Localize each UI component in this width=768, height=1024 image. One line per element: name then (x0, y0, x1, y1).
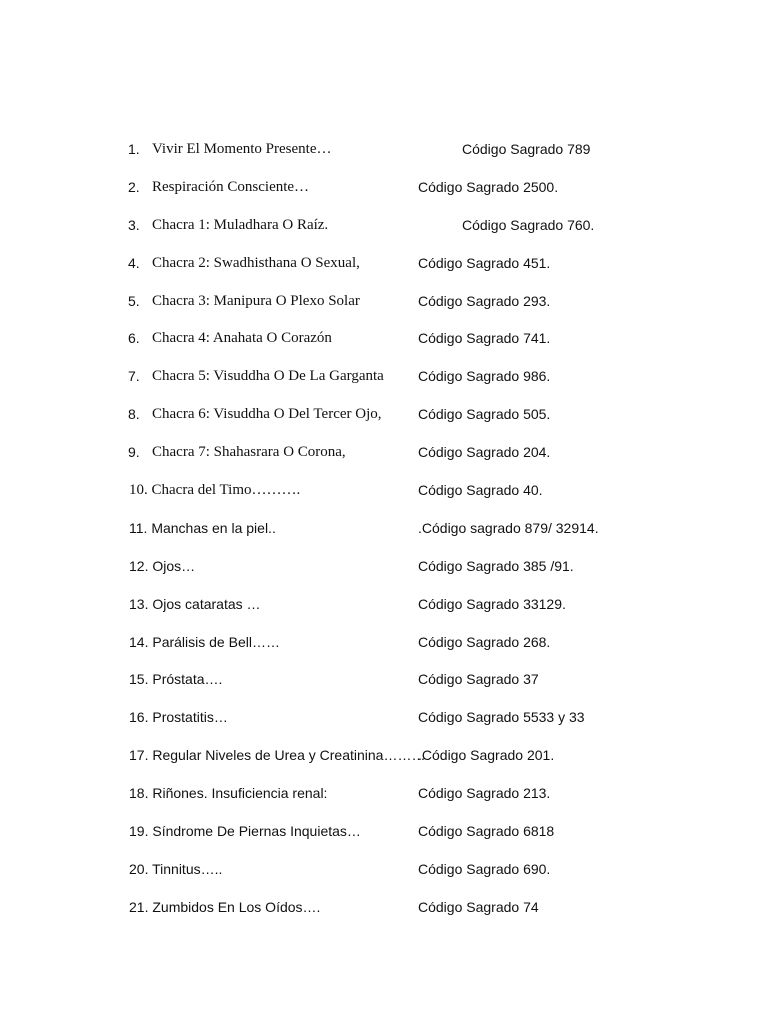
item-number: 9. (128, 444, 140, 461)
item-label: 10. Chacra del Timo………. (129, 482, 301, 499)
item-code: Código Sagrado 2500. (418, 178, 559, 195)
item-code: Código Sagrado 789 (462, 141, 591, 157)
item-code: Código Sagrado 986. (418, 368, 551, 385)
item-label: 18. Riñones. Insuficiencia renal: (129, 785, 328, 802)
item-number: 4. (128, 254, 140, 271)
item-code: Código Sagrado 204. (418, 444, 551, 461)
item-code: Código Sagrado 33129. (418, 595, 566, 612)
item-number: 3. (128, 216, 140, 233)
list-item (0, 585, 768, 623)
item-label: 12. Ojos… (129, 557, 196, 574)
list-item (0, 471, 768, 509)
item-number: 8. (128, 406, 140, 423)
item-label: 13. Ojos cataratas … (129, 595, 261, 612)
sacred-codes-list (0, 130, 768, 926)
item-code: .Código Sagrado 201. (418, 747, 555, 764)
list-item (0, 244, 768, 282)
item-code: Código Sagrado 690. (418, 860, 551, 877)
list-item (0, 774, 768, 812)
item-label: Chacra 3: Manipura O Plexo Solar (152, 292, 360, 309)
item-label: 21. Zumbidos En Los Oídos…. (129, 898, 321, 915)
list-item (0, 623, 768, 661)
item-code: Código Sagrado 385 /91. (418, 557, 574, 574)
list-item (0, 812, 768, 850)
list-item (0, 168, 768, 206)
item-code: Código Sagrado 6818 (418, 823, 555, 840)
list-item (0, 395, 768, 433)
item-code: Código Sagrado 213. (418, 785, 551, 802)
list-item (0, 130, 768, 168)
item-number: 6. (128, 330, 140, 347)
item-code: Código Sagrado 451. (418, 254, 551, 271)
item-label: Chacra 5: Visuddha O De La Garganta (152, 368, 384, 385)
item-label: 14. Parálisis de Bell…… (129, 633, 280, 650)
list-item (0, 509, 768, 547)
list-item (0, 888, 768, 926)
item-label: Chacra 1: Muladhara O Raíz. (152, 216, 329, 233)
item-code: Código Sagrado 74 (418, 898, 539, 915)
list-item (0, 698, 768, 736)
item-code: Código Sagrado 37 (418, 671, 539, 688)
item-code: Código Sagrado 505. (418, 406, 551, 423)
item-code: Código Sagrado 268. (418, 633, 551, 650)
item-label: 11. Manchas en la piel.. (129, 519, 276, 536)
item-code: Código Sagrado 40. (418, 482, 543, 499)
list-item (0, 547, 768, 585)
item-number: 1. (128, 141, 140, 157)
list-item (0, 660, 768, 698)
item-label: 15. Próstata…. (129, 671, 223, 688)
item-code: Código Sagrado 741. (418, 330, 551, 347)
item-code: Código Sagrado 760. (462, 216, 595, 233)
item-label: Respiración Consciente… (152, 178, 310, 195)
list-item (0, 433, 768, 471)
list-item (0, 736, 768, 774)
item-code: Código Sagrado 5533 y 33 (418, 709, 585, 726)
item-number: 2. (128, 178, 140, 195)
item-label: Chacra 2: Swadhisthana O Sexual, (152, 254, 360, 271)
item-code: Código Sagrado 293. (418, 292, 551, 309)
item-number: 5. (128, 292, 140, 309)
list-item (0, 282, 768, 320)
item-label: Chacra 4: Anahata O Corazón (152, 330, 332, 347)
list-item (0, 206, 768, 244)
item-label: Chacra 6: Visuddha O Del Tercer Ojo, (152, 406, 382, 423)
item-label: Vivir El Momento Presente… (152, 141, 332, 157)
item-label: 16. Prostatitis… (129, 709, 228, 726)
item-label: 20. Tinnitus….. (129, 860, 223, 877)
item-label: 17. Regular Niveles de Urea y Creatinina……… (129, 747, 426, 764)
list-item (0, 319, 768, 357)
list-item (0, 357, 768, 395)
item-label: 19. Síndrome De Piernas Inquietas… (129, 823, 361, 840)
item-label: Chacra 7: Shahasrara O Corona, (152, 444, 346, 461)
item-number: 7. (128, 368, 140, 385)
list-item (0, 850, 768, 888)
item-code: .Código sagrado 879/ 32914. (418, 519, 599, 536)
